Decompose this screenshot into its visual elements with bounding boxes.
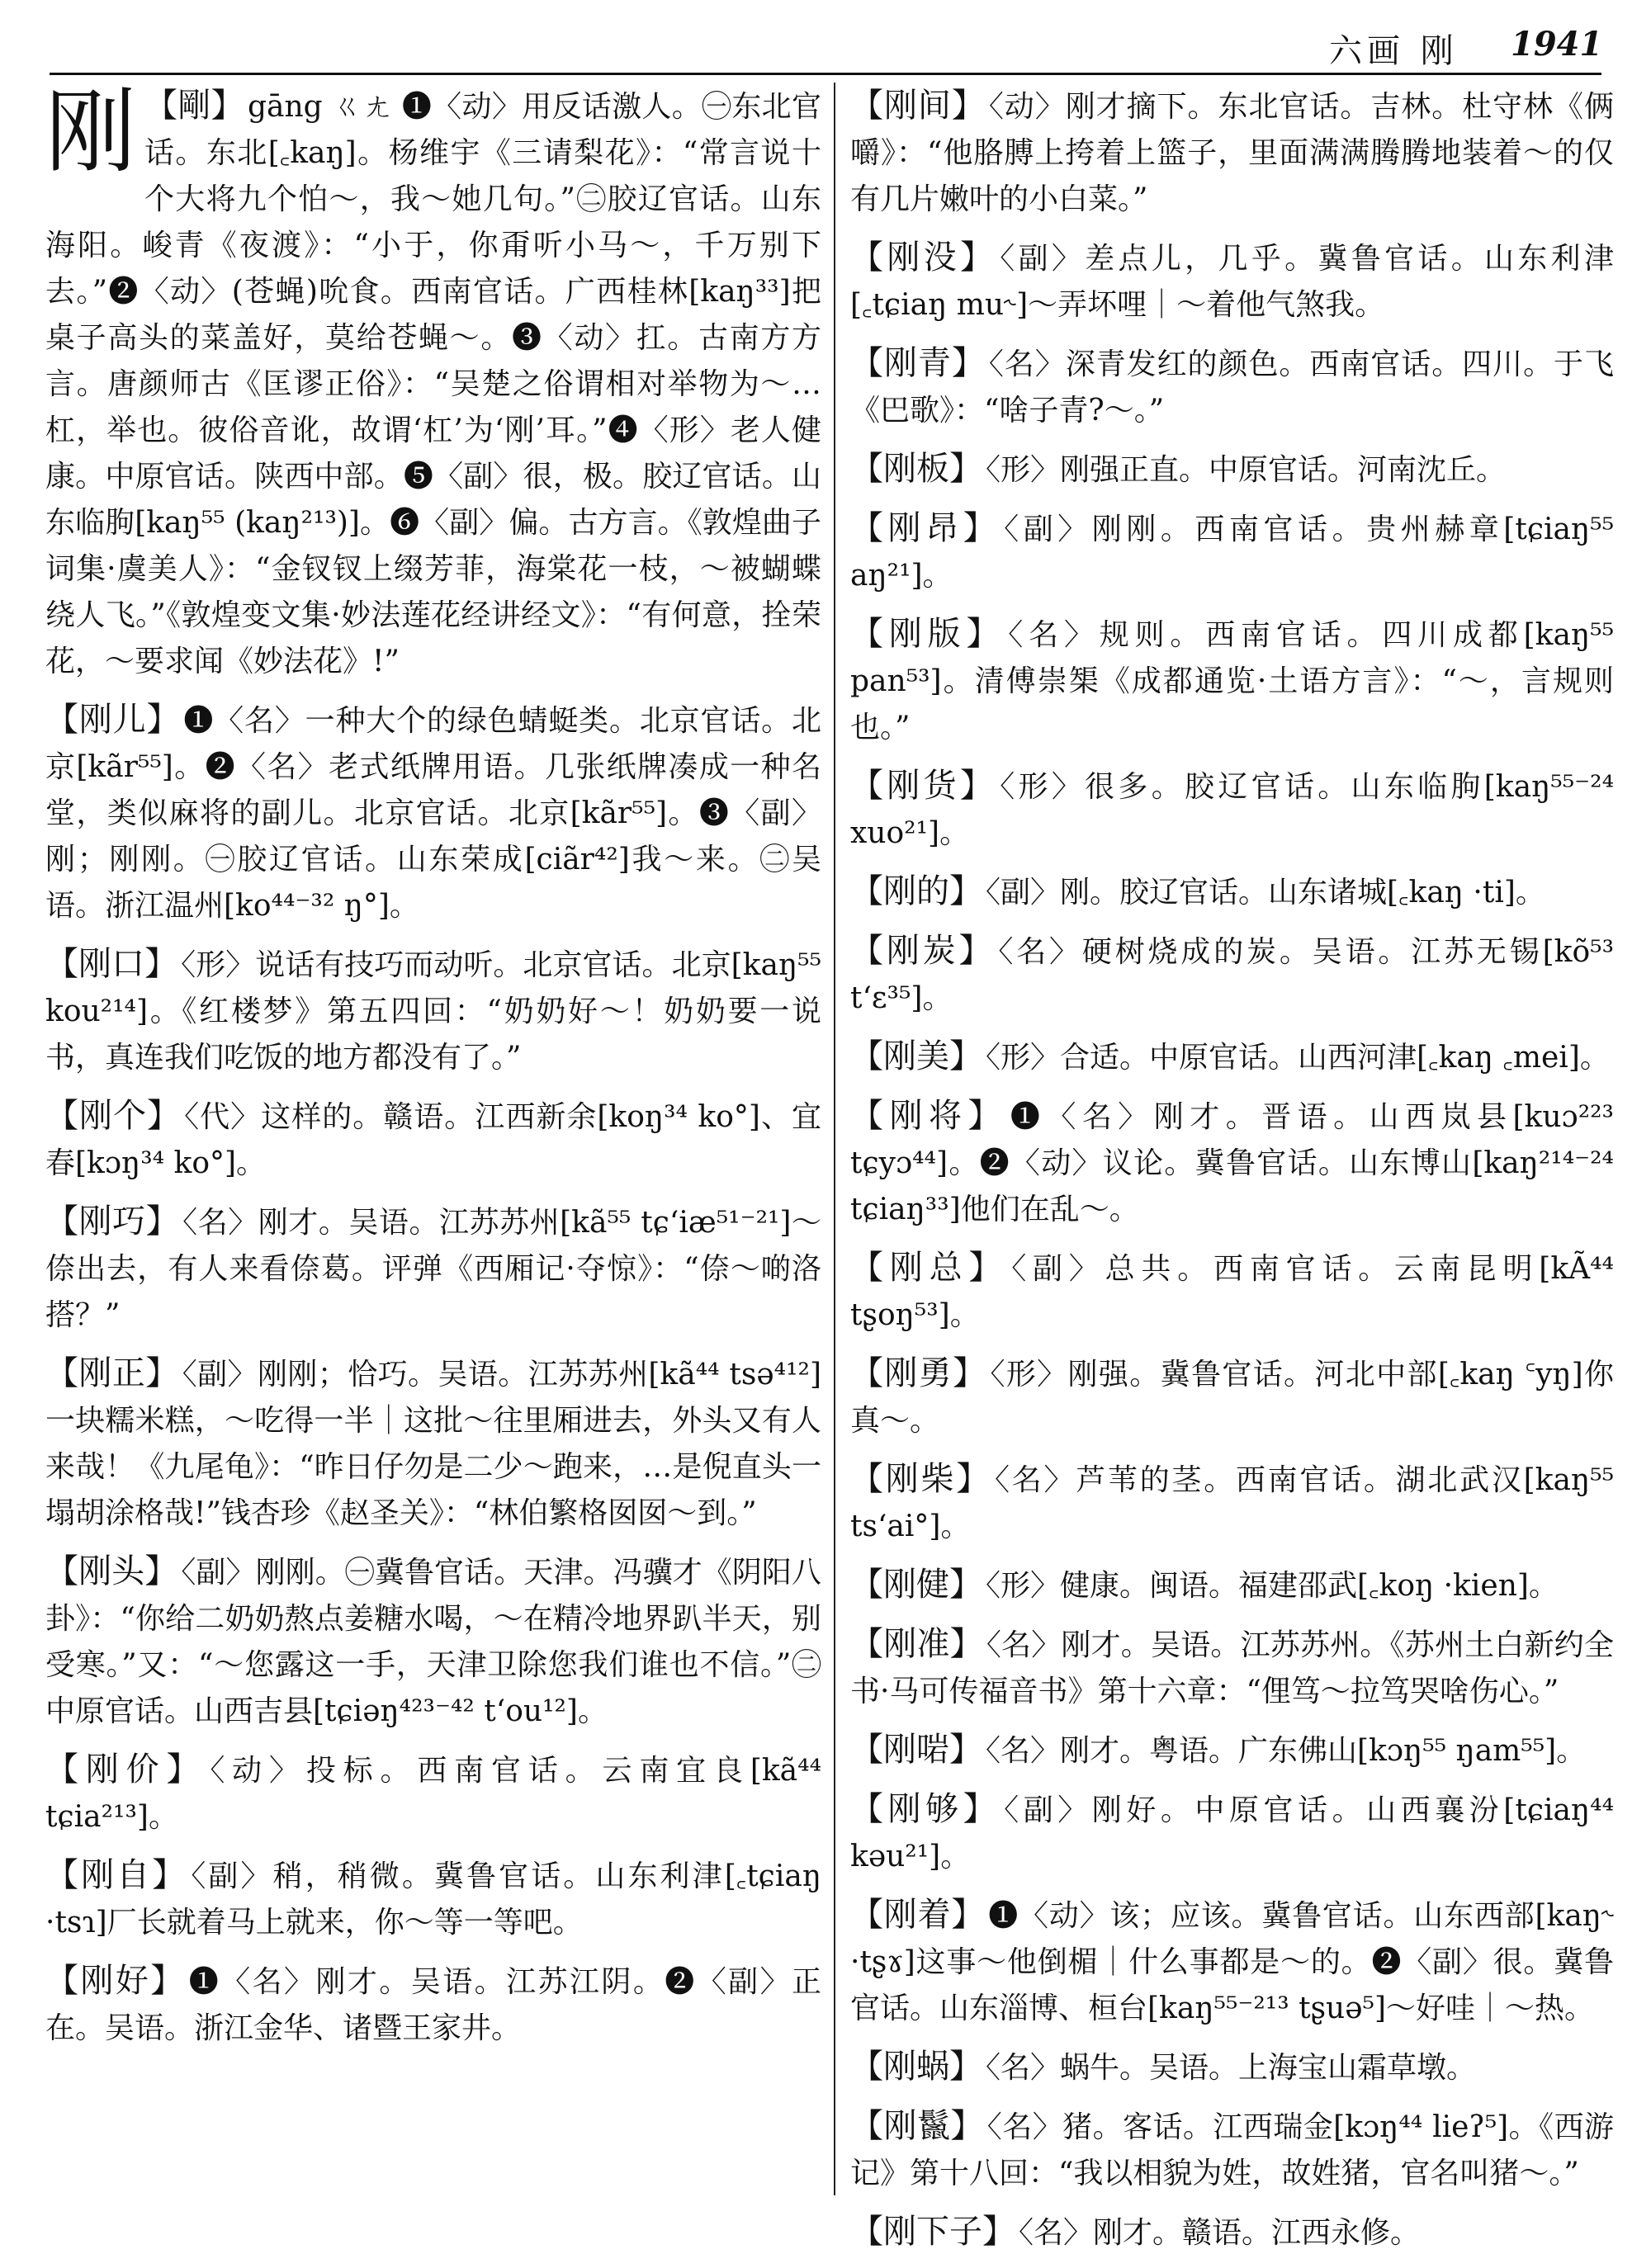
left-column	[45, 79, 822, 2063]
headword: 【刚下子】	[850, 2213, 1015, 2251]
entry-gang-chai	[850, 1456, 1614, 1550]
right-column	[850, 83, 1614, 2268]
headword: 【刚间】	[850, 87, 986, 125]
headword: 【刚着】	[850, 1896, 986, 1934]
definition: 〈名〉芦苇的茎。西南官话。湖北武汉[kaŋ⁵⁵ tsʻai°]。	[850, 1463, 1615, 1543]
headword: 【刚青】	[850, 344, 986, 382]
entry-gang-zheng	[45, 1350, 821, 1537]
entry-gang-jian	[850, 83, 1614, 223]
entry-gang-wo	[850, 2044, 1614, 2091]
entry-gang-zi	[45, 1852, 821, 1946]
column-divider	[834, 83, 835, 2195]
headword: 【刚柴】	[850, 1460, 991, 1498]
entry-gang-lie	[850, 2103, 1614, 2197]
running-head: 六画 刚	[1329, 32, 1459, 70]
definition: ❶〈名〉一种大个的绿色蜻蜓类。北京官话。北京[kãr⁵⁵]。❷〈名〉老式纸牌用语。几张纸牌凑成一种名堂，类似麻将的副儿。北京官话。北京[kãr⁵⁵]。❸〈副〉刚；刚刚。㊀胶辽官话。山东荣成[ciãr⁴²]我～来。㊁吴语。浙江温州[ko⁴⁴⁻³² ŋ°]。	[45, 704, 821, 923]
definition: 〈副〉刚。胶辽官话。山东诸城[꜀kaŋ ·ti]。	[986, 876, 1545, 910]
definition: 〈名〉深青发红的颜色。西南官话。四川。于飞《巴歌》：“啥子青?～。”	[850, 347, 1614, 428]
entry-gang-tan	[850, 928, 1614, 1022]
headword: 【刚美】	[850, 1037, 982, 1075]
entry-gang-jia	[45, 1746, 821, 1840]
headword: 【刚板】	[850, 450, 982, 488]
definition: 〈副〉差点儿，几乎。冀鲁官话。山东利津[꜀tɕiaŋ mu˞]～弄坏哩｜～着他气煞我。	[850, 242, 1614, 322]
entry-gang-gou	[850, 1786, 1614, 1880]
definition: 〈动〉刚才摘下。东北官话。吉林。杜守林《俩嚼》：“他胳膊上挎着上篮子，里面满满腾腾地装着～的仅有几片嫩叶的小白菜。”	[850, 90, 1614, 216]
entry-gang-jian-health	[850, 1562, 1614, 1609]
definition: 〈形〉刚强正直。中原官话。河南沈丘。	[986, 453, 1507, 487]
definition: gāng ㄍㄤ ❶〈动〉用反话激人。㊀东北官话。东北[꜀kaŋ]。杨维宇《三请梨花》：“常言说十个大将九个怕～，我～她几句。”㊁胶辽官话。山东海阳。峻青《夜渡》：“小于，你甭听小马～，千万别下去。”❷〈动〉(苍蝇)吮食。西南官话。广西桂林[kaŋ³³]把桌子高头的菜盖好，莫给苍蝇～。❸〈动〉扛。古南方方言。唐颜师古《匡谬正俗》：“吴楚之俗谓相对举物为～…杠，举也。彼俗音讹，故谓‘杠’为‘刚’耳。”❹〈形〉老人健康。中原官话。陕西中部。❺〈副〉很，极。胶辽官话。山东临朐[kaŋ⁵⁵ (kaŋ²¹³)]。❻〈副〉偏。古方言。《敦煌曲子词集·虞美人》：“金钗钗上缀芳菲，海棠花一枝，～被蝴蝶绕人飞。”《敦煌变文集·妙法莲花经讲经文》：“有何意，拴荣花，～要求闻《妙法花》!”	[45, 90, 821, 678]
definition: 〈名〉刚才。粤语。广东佛山[kɔŋ⁵⁵ ŋam⁵⁵]。	[986, 1734, 1587, 1768]
headword: 【刚啱】	[850, 1731, 982, 1769]
headword: 【刚健】	[850, 1566, 982, 1604]
headword: 【刚总】	[850, 1249, 1009, 1287]
definition: 〈形〉健康。闽语。福建邵武[꜀koŋ ·kien]。	[986, 1569, 1559, 1603]
entry-gang-yong	[850, 1350, 1614, 1444]
headword: 【刚巧】	[45, 1203, 180, 1240]
definition: 〈代〉这样的。赣语。江西新余[koŋ³⁴ ko°]、宜春[kɔŋ³⁴ ko°]。	[45, 1100, 822, 1180]
entry-gang-qiao	[45, 1198, 821, 1339]
entry-gang-qing	[850, 340, 1614, 434]
entry-gang-kou	[45, 941, 821, 1081]
entry-gang-xia-zi	[850, 2209, 1614, 2256]
entry-gang-mei	[850, 1033, 1614, 1081]
entry-gang	[45, 79, 821, 685]
entry-gang-ban-rule	[850, 611, 1614, 751]
entry-gang-zhun	[850, 1621, 1614, 1715]
definition: 〈名〉硬树烧成的炭。吴语。江苏无锡[kõ⁵³ tʻɛ³⁵]。	[850, 935, 1614, 1015]
headword: 【刚版】	[850, 615, 1005, 653]
headword: 【刚个】	[45, 1097, 182, 1135]
entry-gang-jiang	[850, 1093, 1614, 1233]
entry-gang-mei-you	[850, 234, 1614, 328]
entry-gang-zong	[850, 1245, 1614, 1339]
definition: 〈名〉刚才。吴语。江苏苏州[kã⁵⁵ tɕʻiæ⁵¹⁻²¹]～倷出去，有人来看倷葛。评弹《西厢记·夺惊》：“倷～啲洛搭？”	[45, 1206, 822, 1332]
definition: 〈副〉总共。西南官话。云南昆明[kÃ⁴⁴ tʂoŋ⁵³]。	[850, 1252, 1614, 1332]
definition: 〈副〉稍，稍微。冀鲁官话。山东利津[꜀tɕiaŋ ·tsɿ]厂长就着马上就来，你～等一等吧。	[45, 1859, 821, 1940]
headword: 【刚儿】	[45, 701, 181, 739]
headword: 【刚自】	[45, 1856, 188, 1894]
headword: 【刚将】	[850, 1097, 1007, 1135]
definition: 〈名〉猪。客话。江西瑞金[kɔŋ⁴⁴ lieʔ⁵]。《西游记》第十八回：“我以相貌为姓，故姓猪，官名叫猪～。”	[850, 2110, 1615, 2190]
page-number: 1941	[1511, 25, 1603, 64]
definition: ❶〈名〉刚才。吴语。江苏江阴。❷〈副〉正在。吴语。浙江金华、诸暨王家井。	[45, 1965, 821, 2045]
entry-gang-huo	[850, 763, 1614, 857]
definition: 〈名〉规则。西南官话。四川成都[kaŋ⁵⁵ pan⁵³]。清傅崇榘《成都通览·土语方言》：“～，言规则也。”	[850, 618, 1615, 744]
entry-gang-ang	[850, 505, 1614, 599]
definition: 〈动〉投标。西南官话。云南宜良[kã⁴⁴ tɕia²¹³]。	[45, 1754, 822, 1834]
headword: 【刚够】	[850, 1790, 1001, 1828]
headword: 【刚货】	[850, 767, 997, 805]
headword: 【刚没】	[850, 239, 997, 276]
entry-gang-de	[850, 868, 1614, 916]
headword: 【刚正】	[45, 1354, 179, 1392]
definition: 〈名〉刚才。赣语。江西永修。	[1019, 2216, 1421, 2250]
definition: 〈名〉刚才。吴语。江苏苏州。《苏州土白新约全书·马可传福音书》第十六章：“俚笃～拉笃哭啥伤心。”	[850, 1628, 1614, 1708]
headword: 【刚鬣】	[850, 2107, 984, 2145]
headword: 【刚的】	[850, 872, 982, 910]
headword: 【刚昂】	[850, 509, 1001, 547]
definition: 〈形〉合适。中原官话。山西河津[꜀kaŋ ꜀mei]。	[986, 1041, 1610, 1075]
headword: 【刚炭】	[850, 932, 996, 970]
page-header	[0, 0, 1651, 78]
headword: 【刚准】	[850, 1625, 983, 1663]
definition: 〈副〉刚好。中原官话。山西襄汾[tɕiaŋ⁴⁴ kəu²¹]。	[850, 1793, 1615, 1873]
entry-gang-hao	[45, 1958, 821, 2052]
entry-gang-zhao	[850, 1892, 1614, 2032]
definition: 〈副〉刚刚。㊀冀鲁官话。天津。冯骥才《阴阳八卦》：“你给二奶奶熬点姜糖水喝，～在精冷地界趴半天，别受寒。”又：“～您露这一手，天津卫除您我们谁也不信。”㊁中原官话。山西吉县[tɕiəŋ⁴²³⁻⁴² tʻou¹²]。	[45, 1556, 821, 1728]
entry-gang-ngam	[850, 1727, 1614, 1774]
headword: 【剛】	[144, 87, 244, 125]
headword: 【刚勇】	[850, 1354, 987, 1392]
headword: 【刚头】	[45, 1552, 178, 1590]
definition: 〈形〉很多。胶辽官话。山东临朐[kaŋ⁵⁵⁻²⁴ xuo²¹]。	[850, 770, 1614, 850]
definition: ❶〈动〉该；应该。冀鲁官话。山东西部[kaŋ˞ ·tʂɤ]这事～他倒楣｜什么事都是～的。❷〈副〉很。冀鲁官话。山东淄博、桓台[kaŋ⁵⁵⁻²¹³ tʂuə⁵]～好哇｜～热。	[850, 1899, 1615, 2025]
definition: 〈形〉说话有技巧而动听。北京官话。北京[kaŋ⁵⁵ kou²¹⁴]。《红楼梦》第五四回：“奶奶好～！奶奶要一说书，真连我们吃饭的地方都没有了。”	[45, 948, 821, 1075]
entry-gang-er	[45, 697, 821, 929]
head-character: 刚	[45, 79, 136, 185]
entry-gang-ban	[850, 446, 1614, 494]
header-rule	[50, 73, 1601, 75]
headword: 【刚价】	[45, 1751, 207, 1788]
definition: 〈名〉蜗牛。吴语。上海宝山霜草墩。	[986, 2051, 1477, 2085]
headword: 【刚口】	[45, 945, 178, 983]
headword: 【刚蜗】	[850, 2048, 982, 2086]
definition: 〈副〉刚刚。西南官话。贵州赫章[tɕiaŋ⁵⁵ aŋ²¹]。	[850, 513, 1615, 593]
definition: 〈形〉刚强。冀鲁官话。河北中部[꜀kaŋ ꜂yŋ]你真～。	[850, 1358, 1615, 1438]
entry-gang-ge	[45, 1093, 821, 1187]
definition: 〈副〉刚刚；恰巧。吴语。江苏苏州[kã⁴⁴ tsə⁴¹²]一块糯米糕，～吃得一半｜这批～往里厢进去，外头又有人来哉！《九尾龟》：“昨日仔勿是二少～跑来，…是倪直头一塌胡涂格哉!”钱杏珍《赵圣关》：“林伯繁格囡囡～到。”	[45, 1358, 822, 1530]
entry-gang-tou	[45, 1548, 821, 1735]
definition: ❶〈名〉刚才。晋语。山西岚县[kuɔ²²³ tɕyɔ⁴⁴]。❷〈动〉议论。冀鲁官话。山东博山[kaŋ²¹⁴⁻²⁴ tɕiaŋ³³]他们在乱～。	[850, 1100, 1614, 1226]
headword: 【刚好】	[45, 1962, 186, 2000]
